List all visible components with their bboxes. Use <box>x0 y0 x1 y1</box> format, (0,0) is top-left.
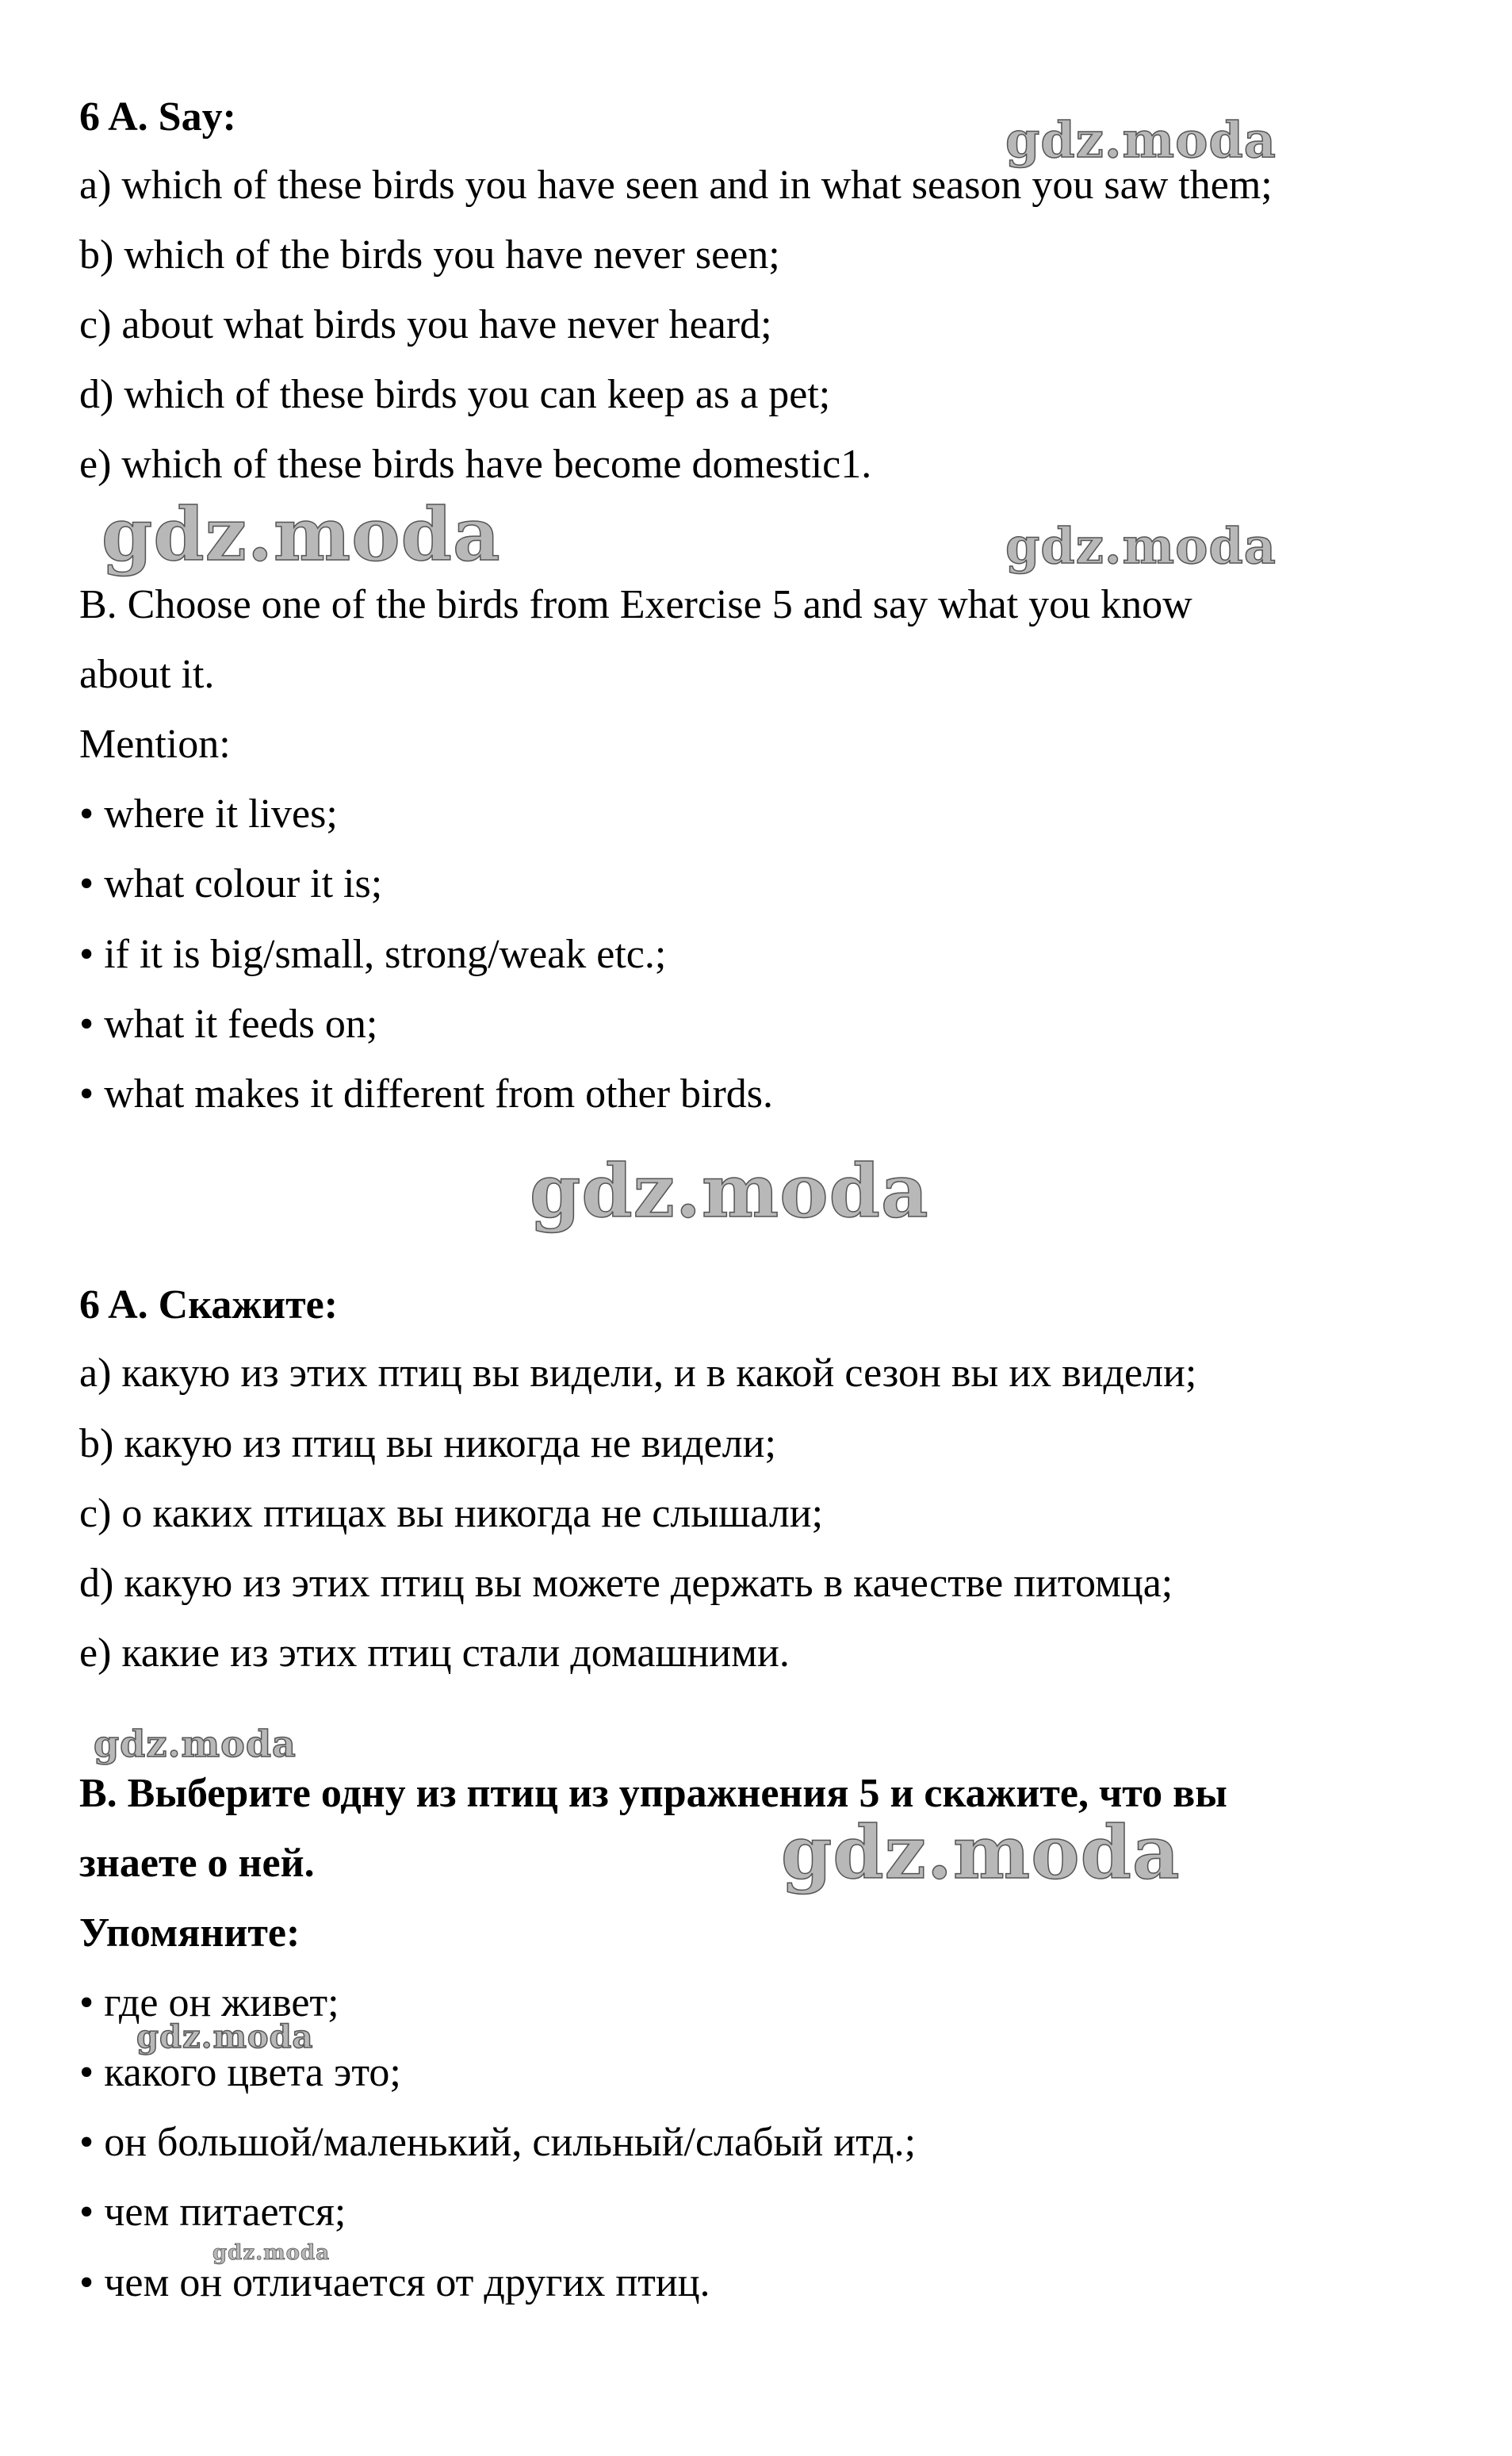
russian-part-b-line2: знаете о ней. <box>79 1841 315 1886</box>
watermark: gdz.moda <box>530 1148 929 1234</box>
russian-bullet-different: • чем он отличается от других птиц. <box>79 2260 710 2305</box>
watermark: gdz.moda <box>94 1722 297 1765</box>
russian-mention-label: Упомяните: <box>79 1910 300 1956</box>
watermark: gdz.moda <box>101 492 501 577</box>
watermark: gdz.moda <box>1005 517 1277 575</box>
russian-item-a: a) какую из этих птиц вы видели, и в какой сезон вы их видели; <box>79 1351 1197 1396</box>
russian-heading: 6 A. Скажите: <box>79 1282 339 1328</box>
english-bullet-size: • if it is big/small, strong/weak etc.; <box>79 932 667 977</box>
russian-item-d: d) какую из этих птиц вы можете держать в качестве питомца; <box>79 1561 1173 1606</box>
russian-bullet-lives: • где он живет; <box>79 1980 339 2025</box>
english-item-e: e) which of these birds have become domestic1. <box>79 442 872 487</box>
watermark: gdz.moda <box>781 1810 1181 1895</box>
watermark: gdz.moda <box>1005 111 1277 169</box>
english-item-d: d) which of these birds you can keep as a pet; <box>79 372 831 417</box>
english-heading: 6 A. Say: <box>79 94 236 140</box>
english-part-b-line2: about it. <box>79 652 215 697</box>
english-bullet-feeds: • what it feeds on; <box>79 1002 378 1047</box>
english-item-a: a) which of these birds you have seen and in what season you saw them; <box>79 163 1273 208</box>
watermark: gdz.moda <box>212 2241 331 2265</box>
english-bullet-lives: • where it lives; <box>79 791 338 837</box>
russian-item-e: e) какие из этих птиц стали домашними. <box>79 1630 790 1676</box>
russian-item-c: c) о каких птицах вы никогда не слышали; <box>79 1491 824 1536</box>
russian-bullet-colour: • какого цвета это; <box>79 2050 401 2095</box>
russian-bullet-size: • он большой/маленький, сильный/слабый итд.; <box>79 2120 917 2165</box>
english-mention-label: Mention: <box>79 722 231 767</box>
russian-item-b: b) какую из птиц вы никогда не видели; <box>79 1421 776 1466</box>
english-item-c: c) about what birds you have never heard; <box>79 302 772 347</box>
english-bullet-colour: • what colour it is; <box>79 861 383 906</box>
english-item-b: b) which of the birds you have never seen; <box>79 232 780 278</box>
watermark: gdz.moda <box>136 2018 314 2056</box>
russian-bullet-feeds: • чем питается; <box>79 2190 346 2235</box>
english-part-b-line1: B. Choose one of the birds from Exercise 5 and say what you know <box>79 582 1192 627</box>
russian-part-b-line1: B. Выберите одну из птиц из упражнения 5 и скажите, что вы <box>79 1771 1227 1816</box>
english-bullet-different: • what makes it different from other birds. <box>79 1071 774 1117</box>
